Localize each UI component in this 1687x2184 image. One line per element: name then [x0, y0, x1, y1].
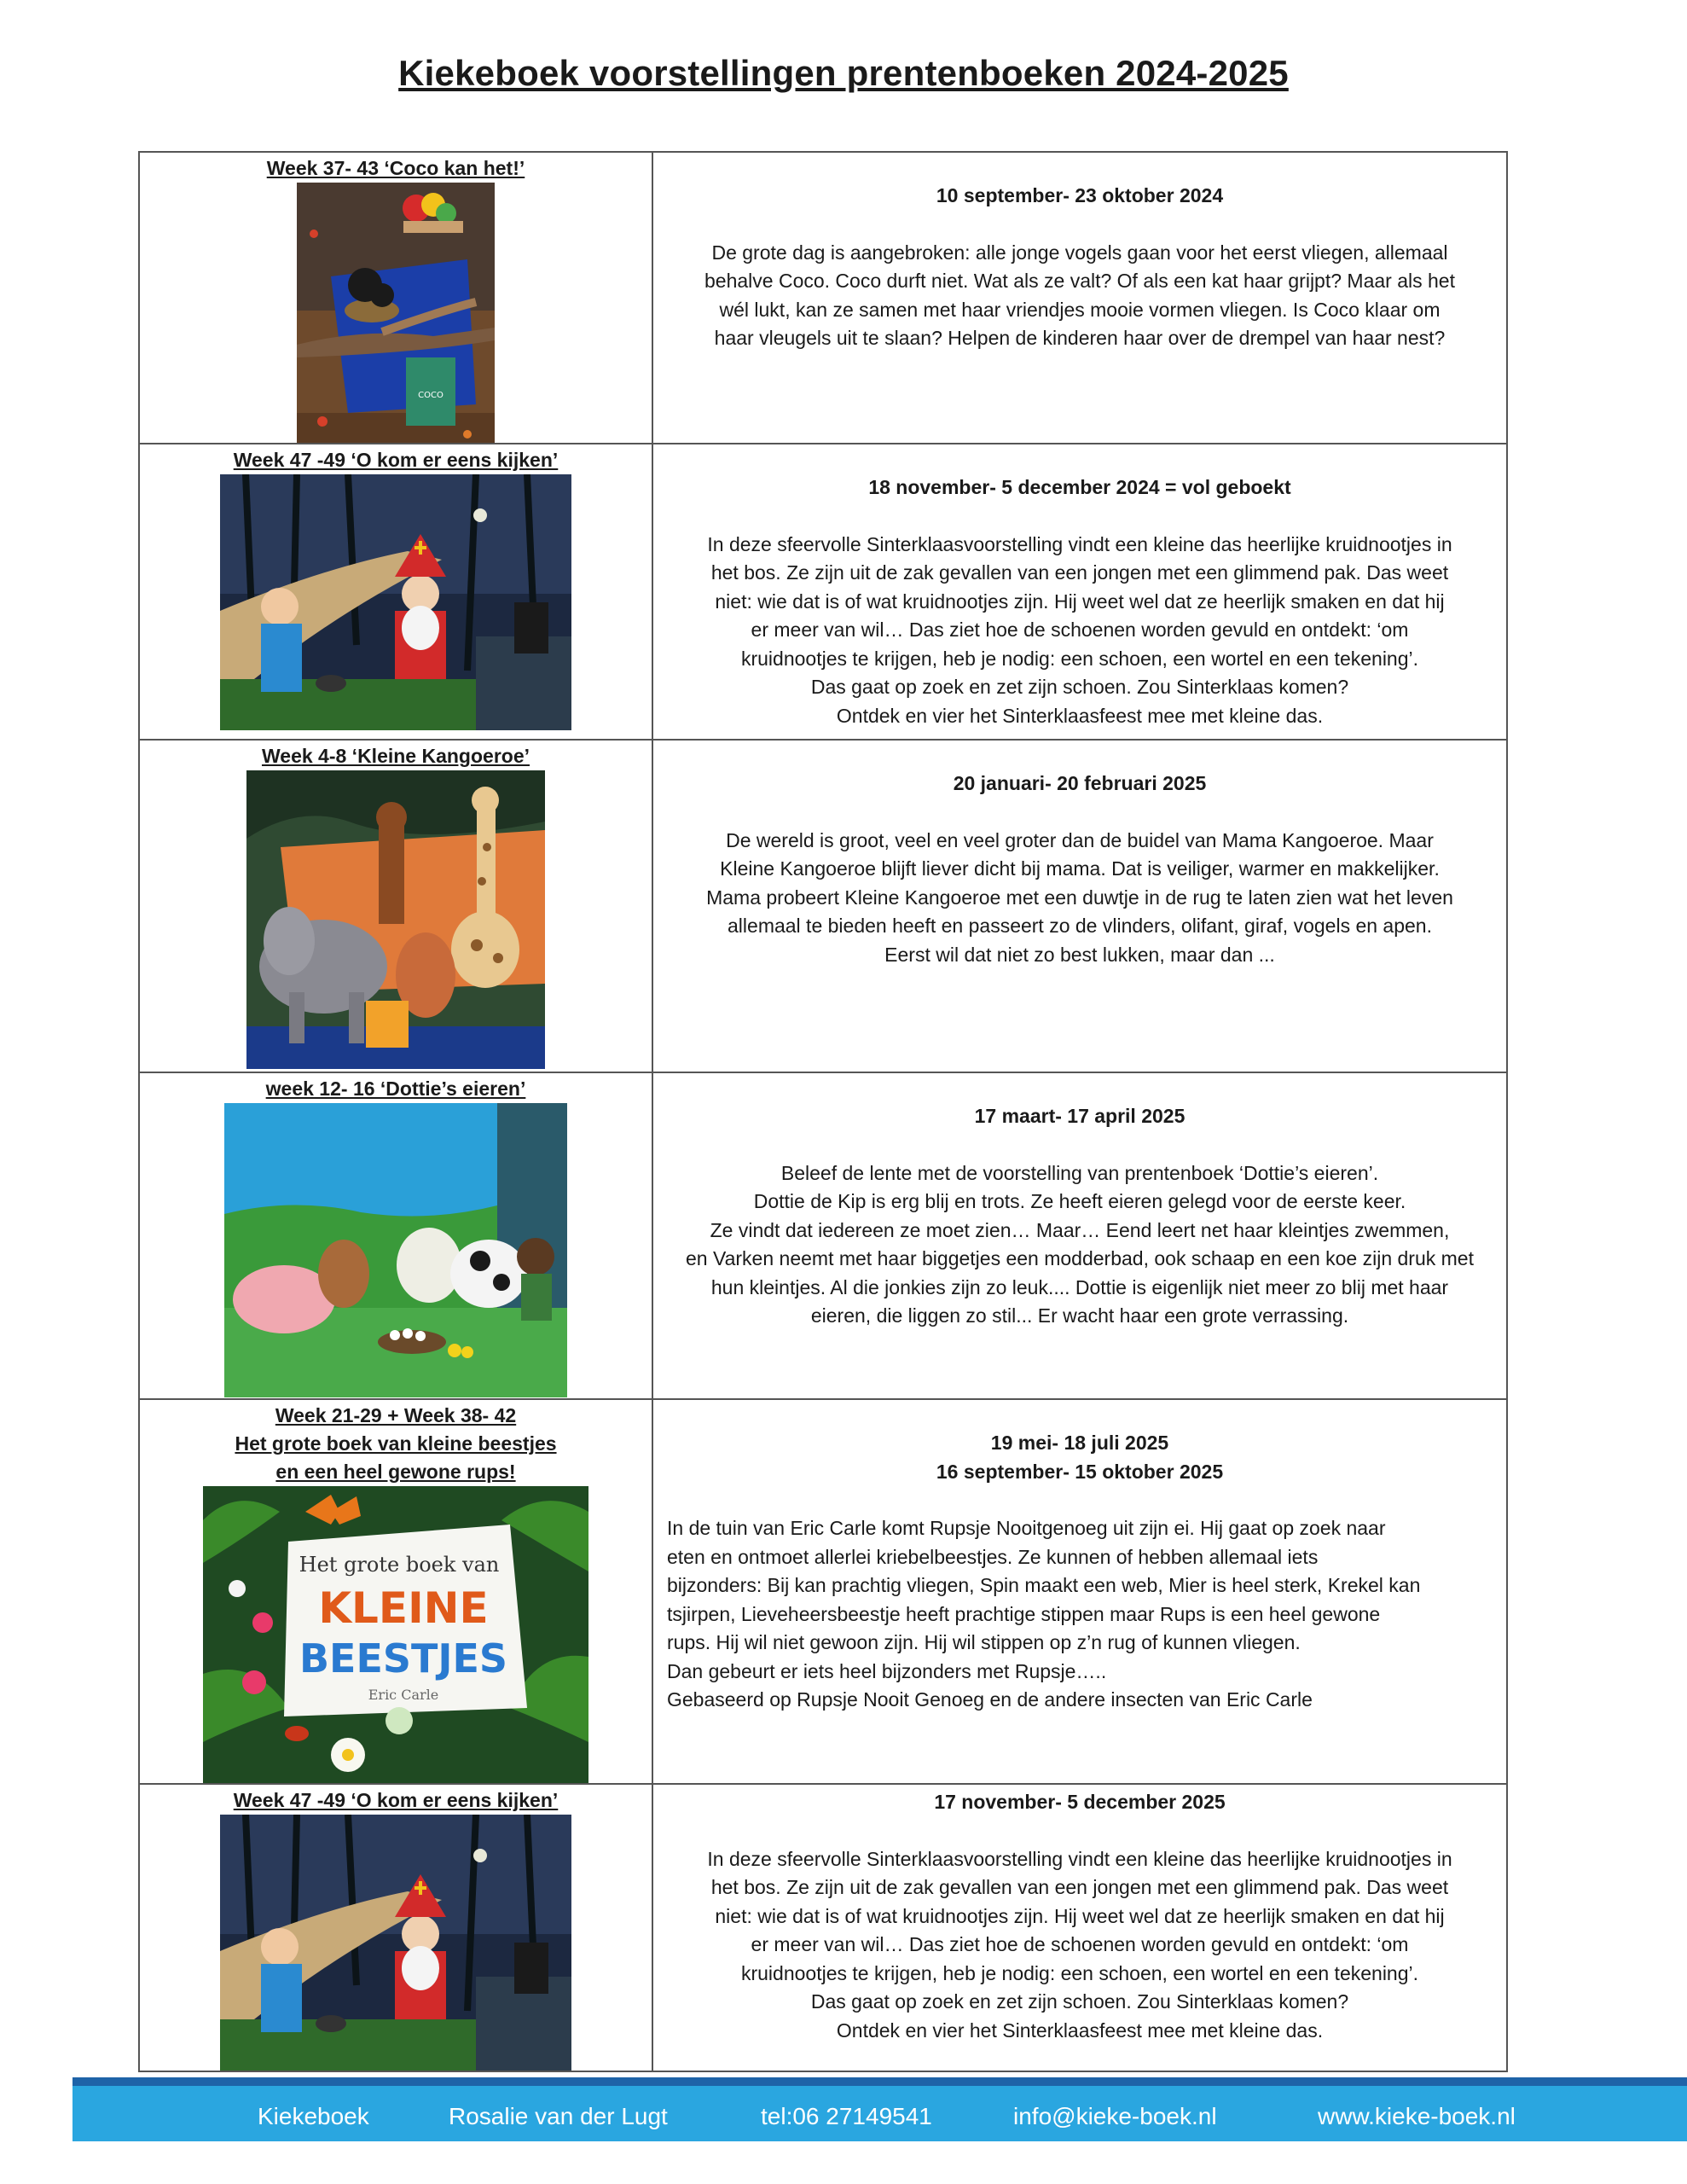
footer-website-link[interactable]: www.kieke-boek.nl	[1318, 2103, 1516, 2129]
text-line: kruidnootjes te krijgen, heb je nodig: een schoen, een wortel en een tekening’.	[740, 647, 1419, 670]
puppet-bird-scene-icon	[297, 183, 495, 443]
week-cell	[139, 444, 652, 740]
date-line: 17 november- 5 december 2025	[934, 1791, 1226, 1813]
text-line: eieren, die liggen zo stil... Er wacht haar een grote verrassing.	[810, 1304, 1349, 1327]
text-line: eten en ontmoet allerlei kriebelbeestjes. Ze kunnen of hebben allemaal iets	[667, 1545, 1319, 1568]
table-row	[139, 740, 1507, 1072]
puppet-sinterklaas-scene-icon	[220, 474, 571, 730]
text-line: niet: wie dat is of wat kruidnootjes zijn. Hij weet wel dat ze heerlijk smaken en dat hij	[715, 590, 1445, 613]
text-line: Dottie de Kip is erg blij en trots. Ze heeft eieren gelegd voor de eerste keer.	[753, 1190, 1406, 1212]
text-line: en Varken neemt met haar biggetjes een modderbad, ook schaap en een koe zijn druk met	[686, 1247, 1474, 1269]
text-line: kruidnootjes te krijgen, heb je nodig: een schoen, een wortel en een tekening’.	[740, 1961, 1419, 1984]
book-author: Eric Carle	[368, 1687, 439, 1703]
puppet-farm-scene-icon	[224, 1103, 567, 1397]
book-title: Het grote boek van	[299, 1553, 500, 1577]
text-line: Ontdek en vier het Sinterklaasfeest mee met kleine das.	[836, 2018, 1324, 2042]
description-text	[667, 239, 1493, 353]
week-cell	[139, 1399, 652, 1784]
week-label: Week 47 -49 ‘O kom er eens kijken’	[233, 1789, 559, 1811]
week-label: Week 37- 43 ‘Coco kan het!’	[266, 157, 525, 179]
text-line: Kleine Kangoeroe blijft liever dicht bij mama. Dat is veiliger, warmer en makkelijker.	[720, 857, 1440, 880]
week-cell	[139, 1784, 652, 2071]
text-line: behalve Coco. Coco durft niet. Wat als ze valt? Of als een kat haar grijpt? Maar als het	[704, 270, 1455, 292]
text-line: er meer van wil… Das ziet hoe de schoenen worden gevuld en ontdekt: ‘om	[751, 1933, 1409, 1955]
footer-bar	[72, 2077, 1687, 2141]
text-line: Eerst wil dat niet zo best lukken, maar dan ...	[884, 943, 1275, 966]
description-text	[667, 1159, 1493, 1331]
date-line: 20 januari- 20 februari 2025	[953, 772, 1207, 794]
week-label: Het grote boek van kleine beestjes	[235, 1432, 557, 1455]
text-line: wél lukt, kan ze samen met haar vriendjes mooie vormen vliegen. Is Coco klaar om	[719, 298, 1441, 321]
footer-phone: tel:06 27149541	[761, 2103, 932, 2129]
week-cell	[139, 1072, 652, 1399]
text-line: Beleef de lente met de voorstelling van prentenboek ‘Dottie’s eieren’.	[780, 1161, 1379, 1184]
date-line: 10 september- 23 oktober 2024	[936, 184, 1224, 206]
week-label: Week 21-29 + Week 38- 42	[275, 1404, 517, 1426]
week-label: Week 4-8 ‘Kleine Kangoeroe’	[261, 745, 530, 767]
text-line: Das gaat op zoek en zet zijn schoen. Zou Sinterklaas komen?	[810, 676, 1349, 698]
text-line: allemaal te bieden heeft en passeert zo de vlinders, olifant, giraf, vogels en apen.	[728, 915, 1432, 937]
description	[653, 1073, 1506, 1339]
book-garden-scene-icon	[203, 1486, 588, 1783]
text-line: In deze sfeervolle Sinterklaasvoorstelling vindt een kleine das heerlijke kruidnootjes in	[707, 532, 1452, 555]
text-line: In de tuin van Eric Carle komt Rupsje Nooitgenoeg uit zijn ei. Hij gaat op zoek naar	[667, 1517, 1386, 1539]
description-cell	[652, 740, 1507, 1072]
text-line: Das gaat op zoek en zet zijn schoen. Zou Sinterklaas komen?	[810, 1990, 1349, 2013]
text-line: Ze vindt dat iedereen ze moet zien… Maar… Eend leert net haar kleintjes zwemmen,	[710, 1218, 1450, 1241]
description	[653, 444, 1506, 739]
text-line: haar vleugels uit te slaan? Helpen de kinderen haar over de drempel van haar nest?	[714, 327, 1446, 349]
puppet-sinterklaas-scene-icon	[220, 1815, 571, 2071]
text-line: hun kleintjes. Al die jonkies zijn zo leuk.... Dottie is eigenlijk niet meer zo blij met haar	[710, 1275, 1449, 1298]
table-row	[139, 1784, 1507, 2071]
text-line: De wereld is groot, veel en veel groter dan de buidel van Mama Kangoeroe. Maar	[726, 828, 1434, 851]
description	[653, 153, 1506, 362]
text-line: het bos. Ze zijn uit de zak gevallen van een jongen met een glimmend pak. Das weet	[710, 561, 1449, 584]
table-row	[139, 444, 1507, 740]
text-line: Mama probeert Kleine Kangoeroe met een duwtje in de rug te laten zien wat het leven	[706, 886, 1453, 909]
description-text	[667, 1514, 1493, 1715]
text-line: rups. Hij wil niet gewoon zijn. Hij wil stippen op z’n rug of kunnen vliegen.	[667, 1631, 1301, 1653]
table-row	[139, 1072, 1507, 1399]
footer-company-name: Kiekeboek	[258, 2103, 369, 2129]
text-line: Ontdek en vier het Sinterklaasfeest mee met kleine das.	[836, 704, 1324, 727]
date-line: 18 november- 5 december 2024 = vol geboekt	[868, 476, 1291, 498]
date-range	[667, 1102, 1493, 1131]
text-line: Dan gebeurt er iets heel bijzonders met Rupsje…..	[667, 1659, 1107, 1682]
svg-text:COCO: COCO	[418, 391, 443, 400]
description-cell	[652, 1072, 1507, 1399]
description-text	[667, 1845, 1493, 2046]
week-label: week 12- 16 ‘Dottie’s eieren’	[265, 1077, 526, 1100]
text-line: De grote dag is aangebroken: alle jonge vogels gaan voor het eerst vliegen, allemaal	[711, 241, 1448, 264]
date-range	[667, 473, 1493, 502]
description-cell	[652, 1399, 1507, 1784]
text-line: In deze sfeervolle Sinterklaasvoorstelling vindt een kleine das heerlijke kruidnootjes in	[707, 1847, 1452, 1870]
book-word-1: KLEINE	[318, 1583, 489, 1633]
schedule-table	[138, 151, 1508, 2072]
page-title: Kiekeboek voorstellingen prentenboeken 2024-2025	[398, 53, 1289, 93]
date-range	[667, 1788, 1493, 1817]
date-range	[667, 1429, 1493, 1486]
week-label: en een heel gewone rups!	[275, 1461, 516, 1483]
description	[653, 1785, 1506, 2053]
table-row	[139, 152, 1507, 444]
description-cell	[652, 1784, 1507, 2071]
footer-accent-line	[72, 2077, 1687, 2086]
date-range	[667, 770, 1493, 799]
puppet-animals-scene-icon	[246, 770, 545, 1069]
description-cell	[652, 444, 1507, 740]
description-text	[667, 827, 1493, 970]
book-word-2: BEESTJES	[299, 1635, 508, 1682]
text-line: niet: wie dat is of wat kruidnootjes zijn. Hij weet wel dat ze heerlijk smaken en dat hij	[715, 1904, 1445, 1927]
description	[653, 1400, 1506, 1723]
description-text	[667, 531, 1493, 731]
week-label: Week 47 -49 ‘O kom er eens kijken’	[233, 449, 559, 471]
week-cell	[139, 740, 652, 1072]
footer-contact-person: Rosalie van der Lugt	[449, 2103, 668, 2129]
week-cell	[139, 152, 652, 444]
text-line: Gebaseerd op Rupsje Nooit Genoeg en de andere insecten van Eric Carle	[667, 1688, 1313, 1711]
date-range	[667, 182, 1493, 211]
description	[653, 741, 1506, 978]
date-line: 17 maart- 17 april 2025	[974, 1105, 1186, 1127]
table-row	[139, 1399, 1507, 1784]
text-line: er meer van wil… Das ziet hoe de schoenen worden gevuld en ontdekt: ‘om	[751, 619, 1409, 641]
description-cell	[652, 152, 1507, 444]
text-line: bijzonders: Bij kan prachtig vliegen, Spin maakt een web, Mier is heel sterk, Krekel kan	[667, 1574, 1421, 1596]
date-line: 16 september- 15 oktober 2025	[936, 1460, 1224, 1483]
date-line: 19 mei- 18 juli 2025	[990, 1432, 1169, 1454]
text-line: tsjirpen, Lieveheersbeestje heeft prachtige stippen maar Rups is een heel gewone	[667, 1602, 1381, 1625]
text-line: het bos. Ze zijn uit de zak gevallen van een jongen met een glimmend pak. Das weet	[710, 1876, 1449, 1898]
footer-email-link[interactable]: info@kieke-boek.nl	[1013, 2103, 1217, 2129]
